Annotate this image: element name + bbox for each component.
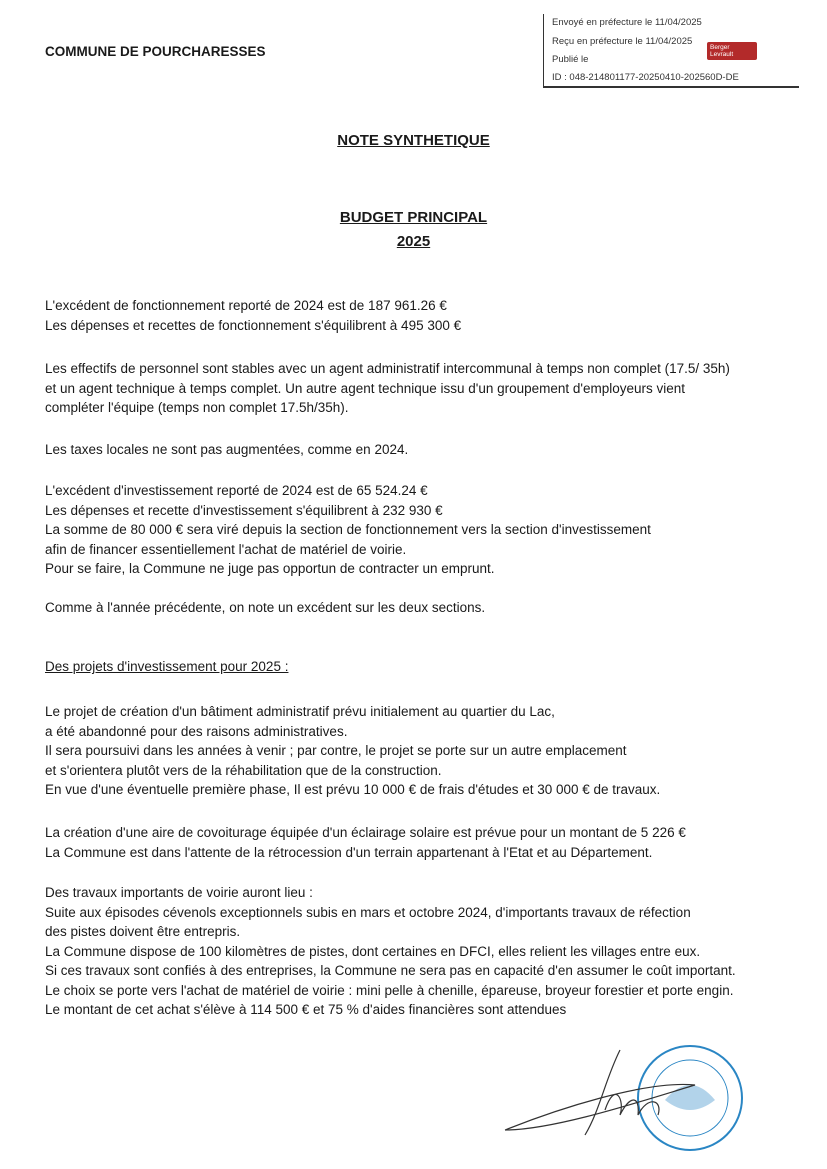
stamp-sent: Envoyé en préfecture le 11/04/2025	[552, 17, 702, 28]
paragraph	[45, 440, 408, 460]
paragraph	[45, 481, 651, 579]
stamp-id: ID : 048-214801177-20250410-202560D-DE	[552, 72, 739, 83]
text-line: Les dépenses et recette d'investissement s'équilibrent à 232 930 €	[45, 502, 443, 518]
text-line: Des travaux importants de voirie auront lieu :	[45, 885, 313, 900]
text-line: Les taxes locales ne sont pas augmentées, comme en 2024.	[45, 442, 409, 457]
budget-title: BUDGET PRINCIPAL	[339, 209, 488, 226]
text-line: des pistes doivent être entrepris.	[45, 924, 241, 939]
stamp-published: Publié le	[552, 54, 589, 65]
text-line: L'excédent d'investissement reporté de 2024 est de 65 524.24 €	[45, 483, 428, 498]
year-title: 2025	[396, 233, 431, 250]
text-line: a été abandonné pour des raisons administratives.	[45, 723, 348, 739]
paragraph	[45, 359, 730, 418]
text-line: Suite aux épisodes cévenols exceptionnels subis en mars et octobre 2024, d'importants travaux de réfection	[45, 904, 691, 920]
note-title: NOTE SYNTHETIQUE	[337, 132, 490, 149]
text-line: compléter l'équipe (temps non complet 17.5h/35h).	[45, 400, 349, 415]
paragraph	[45, 598, 485, 618]
paragraph	[45, 657, 288, 677]
text-line: Comme à l'année précédente, on note un excédent sur les deux sections.	[45, 600, 486, 615]
text-line: La Commune est dans l'attente de la rétrocession d'un terrain appartenant à l'Etat et au Département.	[45, 844, 653, 860]
paragraph	[45, 883, 736, 1020]
text-line: Le projet de création d'un bâtiment administratif prévu initialement au quartier du Lac,	[45, 704, 555, 719]
berger-levrault-logo: Berger Levrault	[707, 42, 757, 60]
text-line: La somme de 80 000 € sera viré depuis la section de fonctionnement vers la section d'investissement	[45, 522, 651, 537]
prefecture-stamp	[543, 14, 799, 88]
paragraph	[45, 296, 461, 335]
text-line: En vue d'une éventuelle première phase, Il est prévu 10 000 € de frais d'études et 30 000 € de travaux.	[45, 782, 661, 797]
paragraph	[45, 823, 686, 862]
text-line: La création d'une aire de covoiturage équipée d'un éclairage solaire est prévue pour un montant de 5 226 €	[45, 825, 686, 840]
signature-and-seal	[495, 1040, 745, 1160]
text-line: Si ces travaux sont confiés à des entreprises, la Commune ne sera pas en capacité d'en assumer le coût important.	[45, 963, 736, 978]
text-line: L'excédent de fonctionnement reporté de 2024 est de 187 961.26 €	[45, 298, 447, 313]
text-line: La Commune dispose de 100 kilomètres de pistes, dont certaines en DFCI, elles relient les villages entre eux.	[45, 943, 701, 959]
text-line: et s'orientera plutôt vers de la réhabilitation que de la construction.	[45, 762, 442, 778]
text-line: Les effectifs de personnel sont stables avec un agent administratif intercommunal à temps non complet (17.5/ 35h)	[45, 361, 730, 376]
text-line: Il sera poursuivi dans les années à venir ; par contre, le projet se porte sur un autre emplacement	[45, 743, 627, 758]
commune-name: COMMUNE DE POURCHARESSES	[45, 44, 266, 59]
text-line: afin de financer essentiellement l'achat de matériel de voirie.	[45, 541, 407, 557]
text-line: Les dépenses et recettes de fonctionnement s'équilibrent à 495 300 €	[45, 317, 462, 333]
paragraph	[45, 702, 660, 800]
text-line: et un agent technique à temps complet. Un autre agent technique issu d'un groupement d'employeurs vient	[45, 380, 686, 396]
stamp-received: Reçu en préfecture le 11/04/2025	[552, 36, 693, 47]
text-line: Le choix se porte vers l'achat de matériel de voirie : mini pelle à chenille, épareuse, broyeur forestier et porte engin.	[45, 982, 734, 998]
text-line: Le montant de cet achat s'élève à 114 500 € et 75 % d'aides financières sont attendues	[45, 1002, 567, 1017]
text-line: Des projets d'investissement pour 2025 :	[45, 659, 289, 674]
text-line: Pour se faire, la Commune ne juge pas opportun de contracter un emprunt.	[45, 561, 495, 576]
